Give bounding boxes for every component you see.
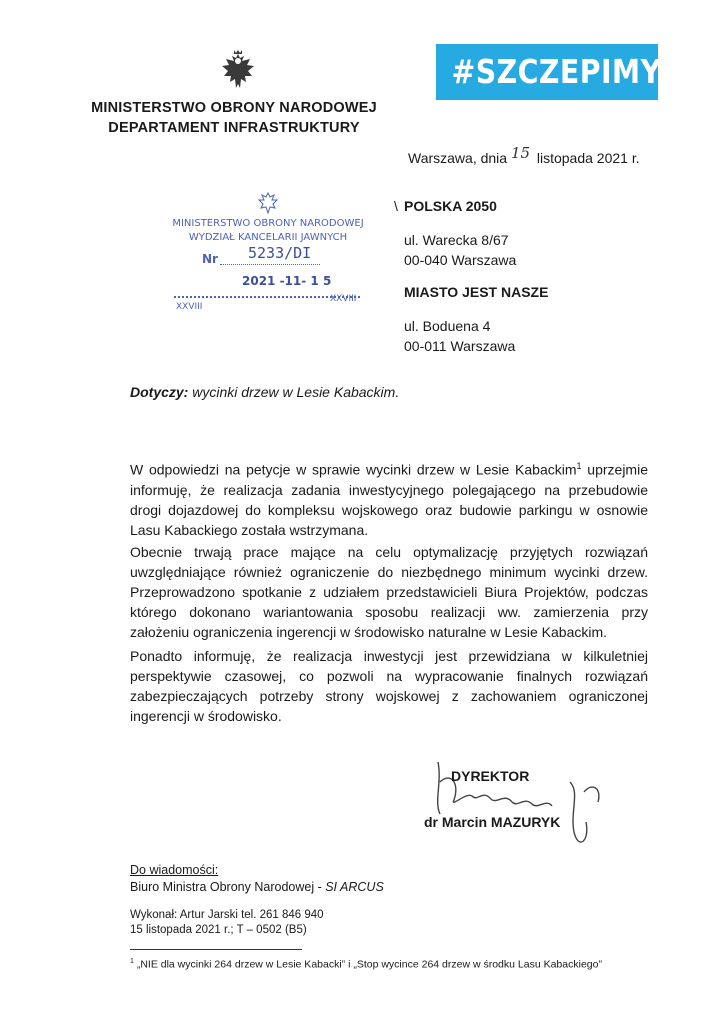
date-suffix: listopada 2021 r. [536, 150, 640, 166]
subject-label: Dotyczy: [130, 384, 189, 400]
recipient-street: ul. Boduena 4 [404, 318, 491, 334]
stamp-right-code: XXVIII [330, 294, 357, 304]
recipient-city: 00-011 Warszawa [404, 338, 516, 354]
signatory-title: DYREKTOR [451, 768, 530, 784]
recipient-1 [404, 196, 516, 270]
date-prefix: Warszawa, dnia [408, 150, 508, 166]
badge-sie-text: SIĘ [664, 50, 723, 93]
cc-recipient [130, 879, 384, 896]
recipient-2 [404, 282, 548, 356]
footnote [130, 955, 630, 972]
prepared-by-block [130, 908, 324, 938]
recipient-city: 00-040 Warszawa [404, 252, 517, 268]
handwritten-signature [420, 752, 620, 852]
stamp-line-2: WYDZIAŁ KANCELARII JAWNYCH [188, 232, 348, 243]
body-paragraph-3: Ponadto informuję, że realizacja inwestycji jest przewidziana w kilkuletniej perspektywie czasowej, co pozwoli na wypracowanie finalnych rozwiązań zabezpieczających potrzeby strony wojskowej z zachowaniem ograniczonej ingerencji w środowisko. [130, 648, 648, 724]
szczepimy-sie-badge [436, 44, 720, 100]
body-paragraph-2: Obecnie trwają prace mające na celu optymalizację przyjętych rozwiązań uwzględniające również ograniczenie do niezbędnego minimum wycinki drzew. Przeprowadzono spotkanie z udziałem przedstawicieli Biura Projektów, podczas którego dokonano wariantowania sposobu realizacji ww. zamierzenia przy założeniu ograniczenia ingerencji w środowisko naturalne w Lesie Kabackim. [130, 544, 648, 640]
p1-text-b: uprzejmie informuję, że realizacja zadania inwestycyjnego polegającego na przebudowie drogi dojazdowej do kompleksu wojskowego oraz budowie parkingu w osnowie Lasu Kabackiego została wstrzymana. [130, 461, 648, 538]
footnote-divider [130, 949, 302, 950]
cc-heading: Do wiadomości: [130, 863, 219, 877]
cc-recipient-org: Biuro Ministra Obrony Narodowej - [130, 880, 326, 894]
subject-text: wycinki drzew w Lesie Kabackim. [192, 384, 400, 400]
stamp-left-code: XXVIII [176, 302, 203, 312]
footnote-ref: 1 [576, 461, 582, 471]
letter-date [408, 144, 640, 168]
signatory-name: dr Marcin MAZURYK [424, 814, 561, 830]
recipient-street: ul. Warecka 8/67 [404, 232, 509, 248]
stamp-nr-label: Nr [202, 252, 218, 266]
badge-main-text: #SZCZEPIMY [451, 52, 662, 91]
eagle-emblem-icon [220, 48, 256, 94]
body-paragraph-1 [130, 456, 648, 540]
registry-stamp [168, 190, 368, 318]
date-day-handwritten: 15 [510, 144, 531, 162]
stamp-line-1: MINISTERSTWO OBRONY NARODOWEJ [172, 218, 364, 229]
ministry-name: MINISTERSTWO OBRONY NARODOWEJ [91, 100, 377, 116]
footnote-number: 1 [130, 958, 134, 965]
ministry-header [84, 98, 384, 138]
prepared-by: Wykonał: Artur Jarski tel. 261 846 940 [130, 909, 324, 921]
badge-text [451, 52, 720, 91]
recipient-org: MIASTO JEST NASZE [404, 284, 549, 300]
stamp-eagle-icon [258, 190, 278, 214]
prepared-date: 15 listopada 2021 r.; T – 0502 (B5) [130, 924, 307, 936]
footnote-text: „NIE dla wycinki 264 drzew w Lesie Kabacki” i „Stop wycince 264 drzew w środku Lasu Kabackiego” [136, 958, 602, 971]
stamp-nr-value: 5233/DI [248, 244, 312, 262]
recipient-org: POLSKA 2050 [404, 198, 497, 214]
cc-block [130, 862, 384, 896]
cc-recipient-code: SI ARCUS [325, 880, 384, 894]
recipient-check-mark: \ [394, 198, 398, 214]
stamp-date: 2021 -11- 1 5 [242, 274, 332, 288]
department-name: DEPARTAMENT INFRASTRUKTURY [108, 120, 360, 136]
subject-line [130, 382, 399, 402]
p1-text-a: W odpowiedzi na petycje w sprawie wycinki drzew w Lesie Kabackim [130, 461, 577, 478]
